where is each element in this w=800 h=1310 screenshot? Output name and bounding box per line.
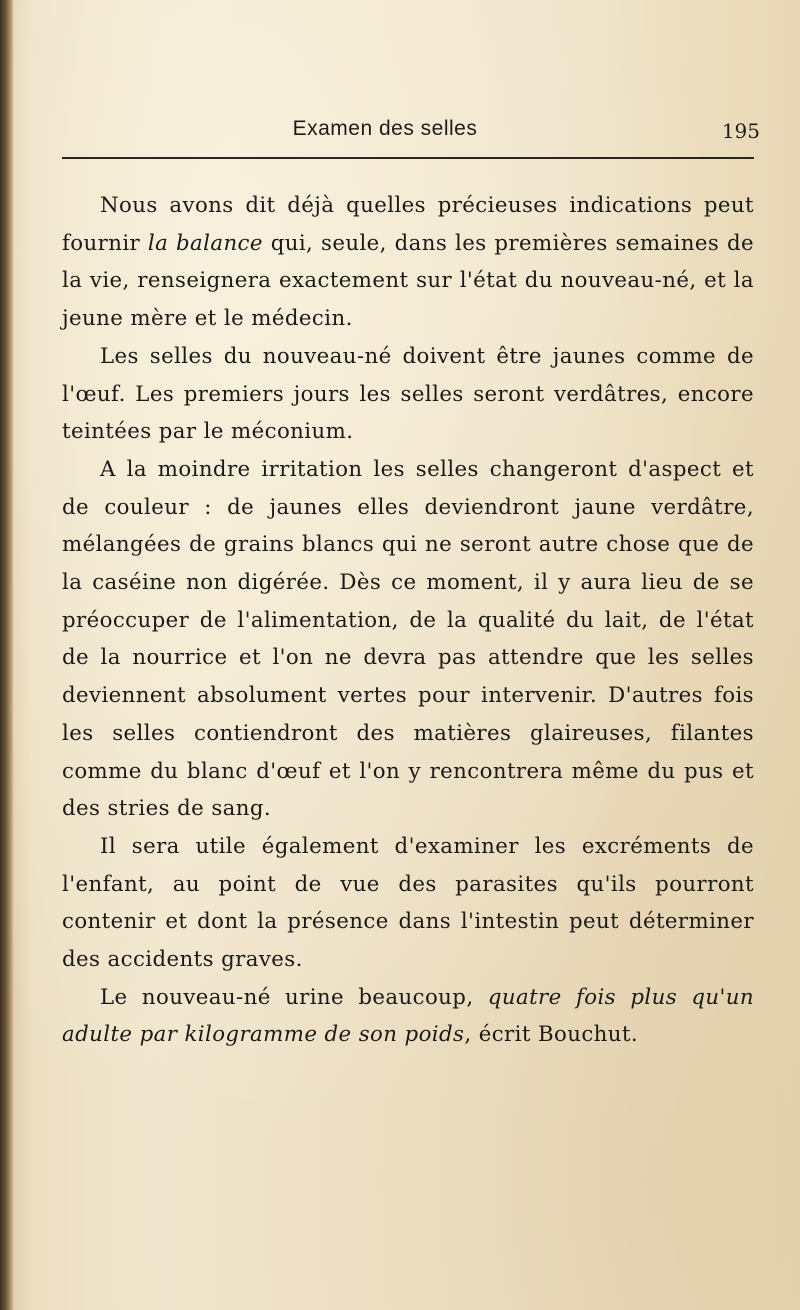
paragraph: [62, 451, 754, 828]
paragraph-text: , écrit Bouchut.: [464, 1022, 639, 1048]
page-number: 195: [721, 119, 760, 143]
paragraph-text: Il sera utile également d'examiner les excréments de l'enfant, au point de vue des parasites qu'ils pourront contenir et dont la présence dans l'intestin peut déterminer des accidents graves.: [62, 833, 754, 973]
paragraph-text: Les selles du nouveau-né doivent être jaunes comme de l'œuf. Les premiers jours les selles seront verdâtres, encore teintées par le méconium.: [62, 343, 754, 445]
paragraph: [62, 979, 754, 1054]
paragraph-text: qui, seule, dans les premières semaines de la vie, renseignera exactement sur l'état du nouveau-né, et la jeune mère et le médecin.: [62, 230, 754, 332]
paragraph: [62, 187, 754, 338]
paragraph: [62, 338, 754, 451]
paragraph: [62, 828, 754, 979]
italic-text: quatre fois plus qu'un adulte par kilogramme de son poids: [62, 984, 754, 1048]
running-head-title: Examen des selles: [292, 117, 478, 140]
paragraph-text: A la moindre irritation les selles changeront d'aspect et de couleur : de jaunes elles deviendront jaune verdâtre, mélangées de grains blancs qui ne seront autre chose que de la caséine non digérée. Dès ce moment, il y aura lieu de se préoccuper de l'alimentation, de la qualité du lait, de l'état de la nourrice et l'on ne devra pas attendre que les selles deviennent absolument vertes pour intervenir. D'autres fois les selles contiendront des matières glaireuses, filantes comme du blanc d'œuf et l'on y rencontrera même du pus et des stries de sang.: [62, 456, 754, 822]
running-head: [60, 117, 760, 147]
paragraph-text: Nous avons dit déjà quelles précieuses indications peut fournir: [62, 193, 754, 256]
header-rule: [62, 157, 754, 159]
paragraph-text: Le nouveau-né urine beaucoup,: [100, 984, 488, 1010]
body-text: [62, 187, 754, 1054]
page-binding-edge: [0, 0, 14, 1310]
italic-text: la balance: [147, 230, 263, 256]
